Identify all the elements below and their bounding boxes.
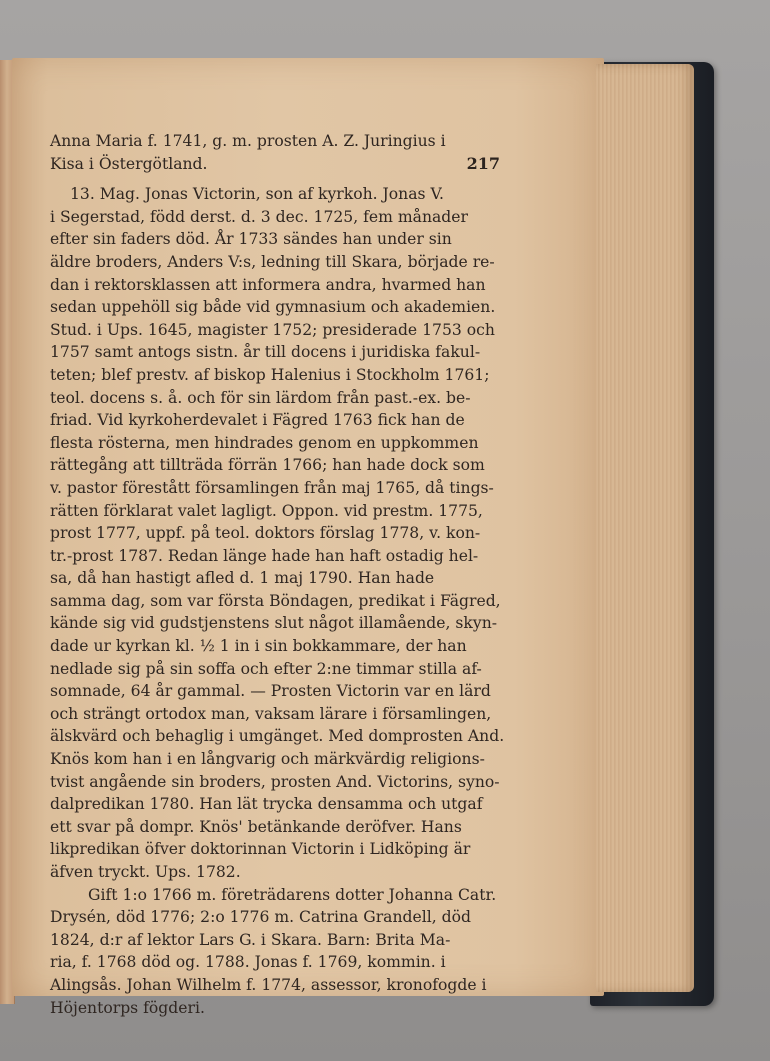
text-line-content: rättegång att tillträda förrän 1766; han hade dock som [50,456,485,475]
text-line-content: tvist angående sin broders, prosten And. Victorins, syno- [50,772,500,791]
text-line [50,228,505,251]
text-line-content: äfven tryckt. Ups. 1782. [50,863,241,881]
text-line [50,130,505,153]
text-line-content: efter sin faders död. År 1733 sändes han under sin [50,230,452,249]
text-line-content: 13. Mag. Jonas Victorin, son af kyrkoh. Jonas V. [70,185,444,204]
text-line [50,454,505,477]
text-line-content: dalpredikan 1780. Han lät trycka densamma och utgaf [50,795,483,814]
text-line-content: friad. Vid kyrkoherdevalet i Fägred 1763 fick han de [50,411,465,430]
text-line [50,387,505,410]
text-line-content: tr.-prost 1787. Redan länge hade han haft ostadig hel- [50,546,479,565]
page-text [50,130,505,1019]
text-line-content: ett svar på dompr. Knös' betänkande deröfver. Hans [50,817,462,836]
text-line [50,319,505,342]
text-line-content: Knös kom han i en långvarig och märkvärdig religions- [50,750,485,769]
text-line-content: somnade, 64 år gammal. — Prosten Victorin var en lärd [50,682,491,701]
text-line-content: dan i rektorsklassen att informera andra, hvarmed han [50,275,486,294]
text-line-content: dade ur kyrkan kl. ½ 1 in i sin bokkammare, der han [50,637,467,656]
text-line [50,703,505,726]
text-line [50,680,505,703]
text-line-content: v. pastor förestått församlingen från maj 1765, då tings- [50,478,494,497]
text-line [50,951,505,974]
text-line [50,477,505,500]
text-line-content: ria, f. 1768 död og. 1788. Jonas f. 1769, kommin. i [50,953,446,972]
text-line-content: flesta rösterna, men hindrades genom en uppkommen [50,433,479,452]
text-line [50,590,505,613]
text-line-content: Stud. i Ups. 1645, magister 1752; presiderade 1753 och [50,320,495,339]
text-line [50,409,505,432]
text-line [50,567,505,590]
text-line-content: Kisa i Östergötland. [50,154,208,173]
text-line [50,725,505,748]
text-line-content: Alingsås. Johan Wilhelm f. 1774, assessor, kronofogde i [50,975,487,994]
text-line [50,793,505,816]
text-line [50,997,505,1020]
text-line [50,974,505,997]
text-line-content: 1824, d:r af lektor Lars G. i Skara. Barn: Brita Ma- [50,930,451,949]
text-line-content: Gift 1:o 1766 m. företrädarens dotter Johanna Catr. [88,885,497,904]
text-line [50,748,505,771]
page-number: 217 [466,154,500,173]
text-line [50,251,505,274]
text-line-content: sedan uppehöll sig både vid gymnasium och akademien. [50,298,496,317]
text-line-content: likpredikan öfver doktorinnan Victorin i Lidköping är [50,840,471,859]
text-line [50,522,505,545]
text-line-content: nedlade sig på sin soffa och efter 2:ne timmar stilla af- [50,659,482,678]
text-line-content: i Segerstad, född derst. d. 3 dec. 1725, fem månader [50,207,468,226]
text-line-content: sa, då han hastigt afled d. 1 maj 1790. Han hade [50,569,435,588]
text-line-content: samma dag, som var första Böndagen, predikat i Fägred, [50,591,501,610]
text-line-content: 1757 samt antogs sistn. år till docens i juridiska fakul- [50,343,481,362]
text-line [50,432,505,455]
text-line-content: Höjentorps fögderi. [50,998,205,1017]
text-line [50,771,505,794]
text-line [50,545,505,568]
text-line [50,838,505,861]
text-line [50,929,505,952]
text-line-content: Drysén, död 1776; 2:o 1776 m. Catrina Grandell, död [50,908,471,927]
text-line-content: älskvärd och behaglig i umgänget. Med domprosten And. [50,727,505,746]
text-line [50,884,505,907]
text-line-content: prost 1777, uppf. på teol. doktors förslag 1778, v. kon- [50,524,481,543]
text-line [50,364,505,387]
text-line-content: äldre broders, Anders V:s, ledning till Skara, började re- [50,252,495,271]
text-line-content: teol. docens s. å. och för sin lärdom från past.-ex. be- [50,388,471,407]
text-line [50,635,505,658]
text-line [50,816,505,839]
text-line [50,906,505,929]
text-line [50,153,505,176]
text-line-content: rätten förklarat valet lagligt. Oppon. vid prestm. 1775, [50,501,483,520]
text-line [50,612,505,635]
text-line-content: och strängt ortodox man, vaksam lärare i församlingen, [50,704,492,723]
text-line-content: Anna Maria f. 1741, g. m. prosten A. Z. Juringius i [50,132,446,150]
text-line-content: teten; blef prestv. af biskop Halenius i Stockholm 1761; [50,365,490,384]
text-line [50,658,505,681]
text-line [50,861,505,884]
text-line-content: kände sig vid gudstjenstens slut något illamående, skyn- [50,614,498,633]
text-line [50,274,505,297]
page-fore-edge [596,64,694,992]
text-line [50,500,505,523]
text-line [50,183,505,206]
text-line [50,206,505,229]
text-line [50,341,505,364]
text-line [50,296,505,319]
